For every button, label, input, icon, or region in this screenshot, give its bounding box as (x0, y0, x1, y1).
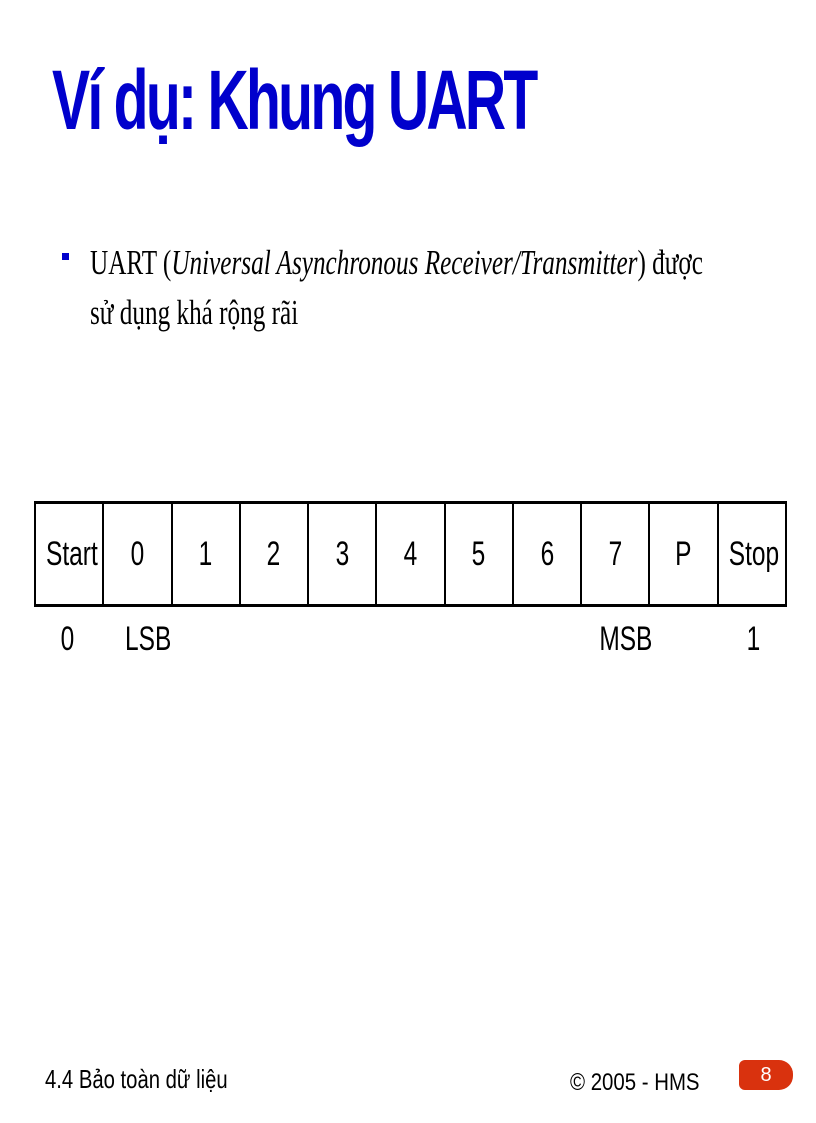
bullet-square-icon (62, 253, 69, 260)
uart-frame-table (34, 501, 787, 607)
stop-bit-value: 1 (746, 620, 761, 658)
frame-cell-bit5: 5 (445, 503, 513, 606)
start-bit-value: 0 (60, 620, 75, 658)
frame-cell-bit2: 2 (240, 503, 308, 606)
uart-frame-row (35, 503, 786, 606)
frame-cell-bit3: 3 (308, 503, 376, 606)
frame-cell-bit1: 1 (172, 503, 240, 606)
bullet-suffix: ) được (637, 243, 703, 282)
footer-copyright: © 2005 - HMS (570, 1069, 700, 1096)
msb-label: MSB (599, 620, 653, 658)
frame-cell-bit4: 4 (376, 503, 444, 606)
bullet-line-1 (90, 238, 810, 288)
bullet-italic-term: Universal Asynchronous Receiver/Transmitter (171, 243, 638, 282)
bullet-text (90, 238, 810, 338)
frame-cell-bit6: 6 (513, 503, 581, 606)
frame-cell-bit0: 0 (103, 503, 171, 606)
lsb-label: LSB (124, 620, 172, 658)
page-number-badge: 8 (739, 1060, 793, 1090)
bullet-prefix: UART ( (90, 243, 172, 282)
frame-cell-parity: P (649, 503, 717, 606)
footer-section: 4.4 Bảo toàn dữ liệu (45, 1064, 228, 1094)
slide-title: Ví dụ: Khung UART (52, 53, 536, 147)
frame-cell-stop: Stop (718, 503, 786, 606)
frame-cell-bit7: 7 (581, 503, 649, 606)
frame-cell-start: Start (35, 503, 103, 606)
bullet-line-2: sử dụng khá rộng rãi (90, 293, 299, 332)
